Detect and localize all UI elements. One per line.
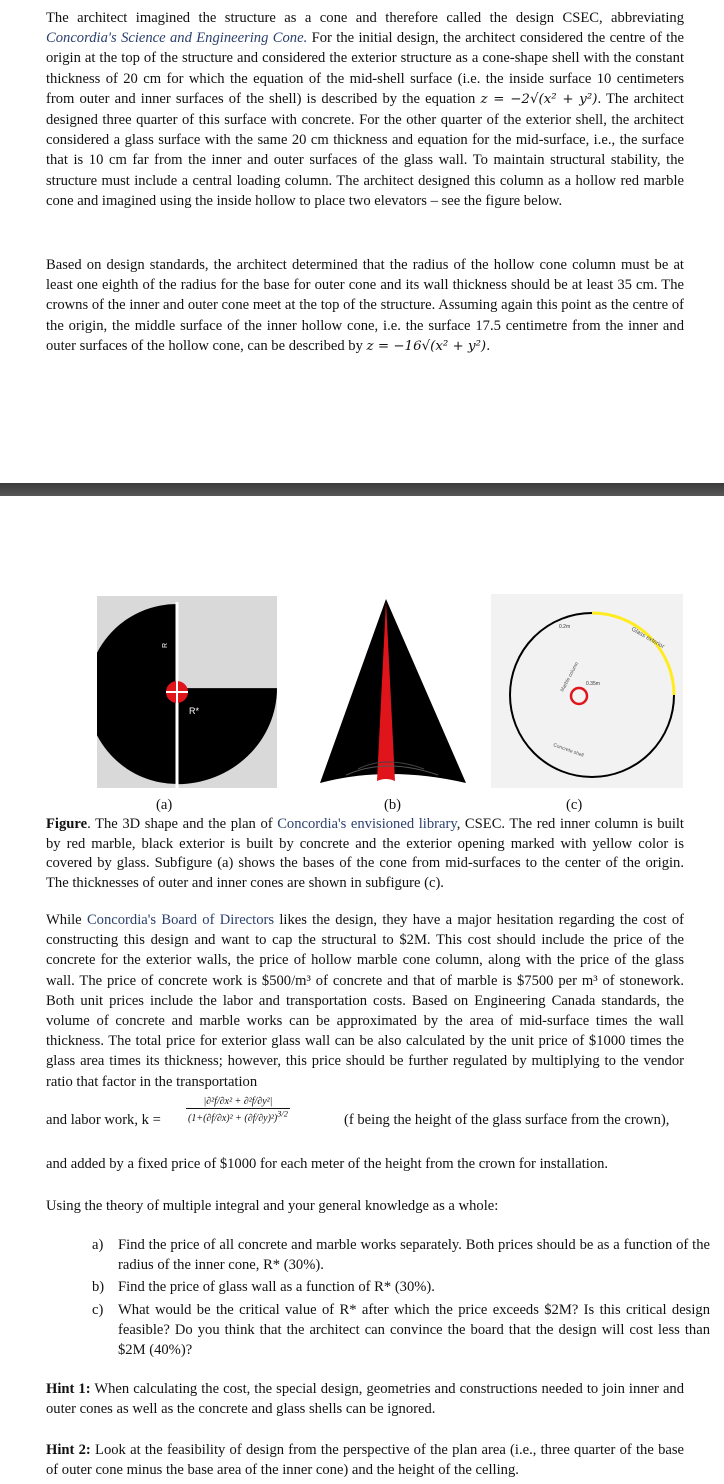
subfigure-c-label: (c) [566, 797, 583, 813]
figure-c-background [491, 594, 683, 788]
question-b: b) Find the price of glass wall as a function of R* (30%). [92, 1279, 435, 1296]
board-name: Concordia's Board of Directors [86, 912, 275, 928]
question-a: a) Find the price of all concrete and marble works separately. Both prices should be as a function of the radius of the inner cone, R* (30%). [92, 1237, 710, 1274]
radius-r-label: R [162, 642, 169, 648]
vendor-ratio-formula: $\frac{\text{|∂²f/∂x² + ∂²f/∂y²|}}{(1+(\partial f/\partial x)^2 + (\partial f/\partial y)^2)^{3/2}}$ [188, 1096, 288, 1125]
vendor-ratio-line: and labor work, k = $\frac{\text{|∂²f/∂x² + ∂²f/∂y²|}}{(1+(\partial f/\partial x)^2 + (\partial f/\partial y)^2)^{3/2}}$ (f being the height of the glass surface from the crown), [46, 1096, 670, 1128]
subfigure-a-label: (a) [156, 797, 173, 813]
instruction-line: Using the theory of multiple integral and your general knowledge as a whole: [46, 1198, 499, 1214]
figure-c-section [491, 594, 683, 788]
cost-paragraph: While Concordia's Board of Directors likes the design, they have a major hesitation regarding the cost of constructing this design and want to cap the structural to $2M. This cost should include the price of the concrete for the exterior walls, the price of hollow marble cone column, along with the price of the glass wall. The price of concrete work is $500/m³ of concrete and that of marble is $7500 per m³ of stonework. Both unit prices include the labor and transportation costs. Based on Engineering Canada standards, the volume of concrete and marble works can be approximated by the area of mid-surface times the wall thickness. The total price for exterior glass wall can be also calculated by the unit price of $1000 times the glass area times its thickness; however, this price should be further regulated by multiplying to the vendor ratio that factor in the transportation [46, 912, 684, 1090]
marble-column-label: Marble column [559, 661, 581, 693]
radius-rstar-label: R* [189, 706, 200, 716]
design-name: Concordia's Science and Engineering Cone. [46, 30, 308, 47]
figure-caption: Figure. The 3D shape and the plan of Concordia's envisioned library, CSEC. The red inner column is built by red marble, black exterior is built by concrete and the exterior opening marked with yellow color is covered by glass. Subfigure (a) shows the bases of the cone from mid-surfaces to the center of the origin. The thicknesses of outer and inner cones are shown in subfigure (c). [46, 816, 684, 891]
subfigure-b-label: (b) [384, 797, 402, 813]
glass-exterior-label: Glass exterior [630, 626, 666, 651]
installation-line: and added by a fixed price of $1000 for each meter of the height from the crown for installation. [46, 1156, 609, 1172]
thickness-inner-label: 0.35m [586, 681, 600, 687]
concrete-shell-label: Concrete shell [552, 742, 585, 759]
page-divider [0, 483, 724, 496]
figure-b-3d-cone [298, 597, 478, 793]
question-list [92, 1235, 710, 1362]
equation-outer-cone: z = −2√(x² + y²) [480, 91, 598, 107]
hint-2: Hint 2: Look at the feasibility of design from the perspective of the plan area (i.e., three quarter of the base of outer cone minus the base area of the inner cone) and the height of the celling. [46, 1442, 685, 1479]
equation-inner-cone: z = −16√(x² + y²). [366, 338, 491, 354]
intro-paragraph: The architect imagined the structure as a cone and therefore called the design CSEC, abbreviating Concordia's Science and Engineering Cone. For the initial design, the architect considered the centre of the origin at the top of the structure and considered the exterior structure as a cone-shape shell with the constant thickness of 20 cm for which the equation of the mid-shell surface (i.e. the inside surface 10 centimeters from outer and inner surfaces of the shell) is described by the equation z = −2√(x² + y²). The architect designed three quarter of this surface with concrete. For the other quarter of the exterior shell, the architect considered a glass surface with the same 20 cm thickness and equation for the mid-surface, i.e., the surface that is 10 cm far from the inner and outer surfaces of the glass wall. To maintain structural stability, the structure must include a central loading column. The architect designed this column as a hollow red marble cone and imagined using the inside hollow to place two elevators – see the figure below. [46, 10, 685, 209]
thickness-outer-label: 0.2m [559, 624, 571, 630]
question-c: c) What would be the critical value of R* after which the price exceeds $2M? Is this critical design feasible? Do you think that the architect can convince the board that the design will cost less than $2M (40%)? [92, 1301, 710, 1359]
hint-1: Hint 1: When calculating the cost, the special design, geometries and constructions needed to join inner and outer cones as well as the concrete and glass shells can be ignored. [46, 1381, 685, 1418]
figure-a-plan [97, 596, 277, 788]
column-paragraph: Based on design standards, the architect determined that the radius of the hollow cone column must be at least one eighth of the radius for the base for outer cone and its wall thickness should be at least 35 cm. The crowns of the inner and outer cone meet at the top of the structure. Assuming again this point as the centre of the origin, the middle surface of the inner hollow cone, i.e. the surface 17.5 centimetre from the inner and outer surfaces of the hollow cone, can be described by z = −16√(x² + y²). [46, 257, 684, 354]
